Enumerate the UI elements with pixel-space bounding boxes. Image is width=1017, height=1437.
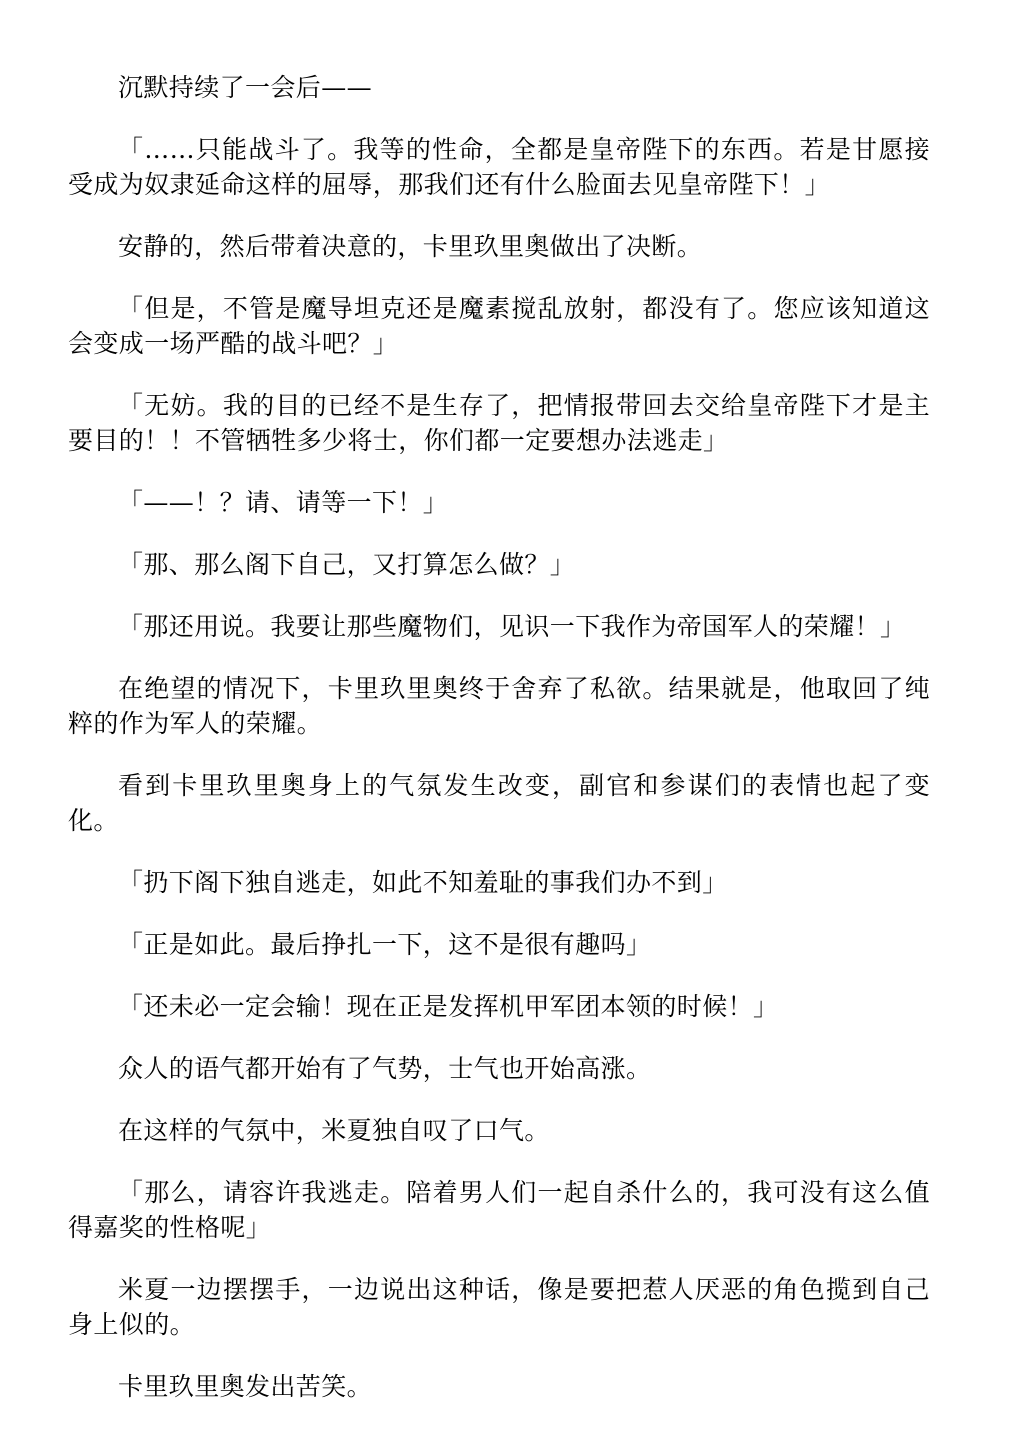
paragraph: 在这样的气氛中，米夏独自叹了口气。 <box>118 1116 550 1145</box>
paragraph: 众人的语气都开始有了气势，士气也开始高涨。 <box>118 1054 652 1083</box>
paragraph: 「那么，请容许我逃走。陪着男人们一起自杀什么的，我可没有这么值得嘉奖的性格呢」 <box>68 1178 930 1242</box>
paragraph: 看到卡里玖里奥身上的气氛发生改变，副官和参谋们的表情也起了变化。 <box>68 771 930 835</box>
paragraph: 「那、那么阁下自己，又打算怎么做？」 <box>118 550 576 579</box>
paragraph: 「……只能战斗了。我等的性命，全都是皇帝陛下的东西。若是甘愿接受成为奴隶延命这样的屈辱，那我们还有什么脸面去见皇帝陛下！」 <box>68 135 930 199</box>
paragraph: 「扔下阁下独自逃走，如此不知羞耻的事我们办不到」 <box>118 868 728 897</box>
paragraph: 卡里玖里奥发出苦笑。 <box>118 1372 373 1401</box>
paragraph: 「——！？请、请等一下！」 <box>118 488 449 517</box>
paragraph: 「正是如此。最后挣扎一下，这不是很有趣吗」 <box>118 930 652 959</box>
paragraph: 米夏一边摆摆手，一边说出这种话，像是要把惹人厌恶的角色揽到自己身上似的。 <box>68 1275 930 1339</box>
paragraph: 在绝望的情况下，卡里玖里奥终于舍弃了私欲。结果就是，他取回了纯粹的作为军人的荣耀。 <box>68 674 930 738</box>
paragraph: 沉默持续了一会后—— <box>118 73 373 102</box>
body-text <box>68 70 930 1431</box>
paragraph: 「无妨。我的目的已经不是生存了，把情报带回去交给皇帝陛下才是主要目的！！不管牺牲多少将士，你们都一定要想办法逃走」 <box>68 391 930 455</box>
paragraph: 「还未必一定会输！现在正是发挥机甲军团本领的时候！」 <box>118 992 779 1021</box>
paragraph: 「但是，不管是魔导坦克还是魔素搅乱放射，都没有了。您应该知道这会变成一场严酷的战斗吧？」 <box>68 294 930 358</box>
paragraph: 安静的，然后带着决意的，卡里玖里奥做出了决断。 <box>118 232 703 261</box>
paragraph: 「那还用说。我要让那些魔物们，见识一下我作为帝国军人的荣耀！」 <box>118 612 906 641</box>
